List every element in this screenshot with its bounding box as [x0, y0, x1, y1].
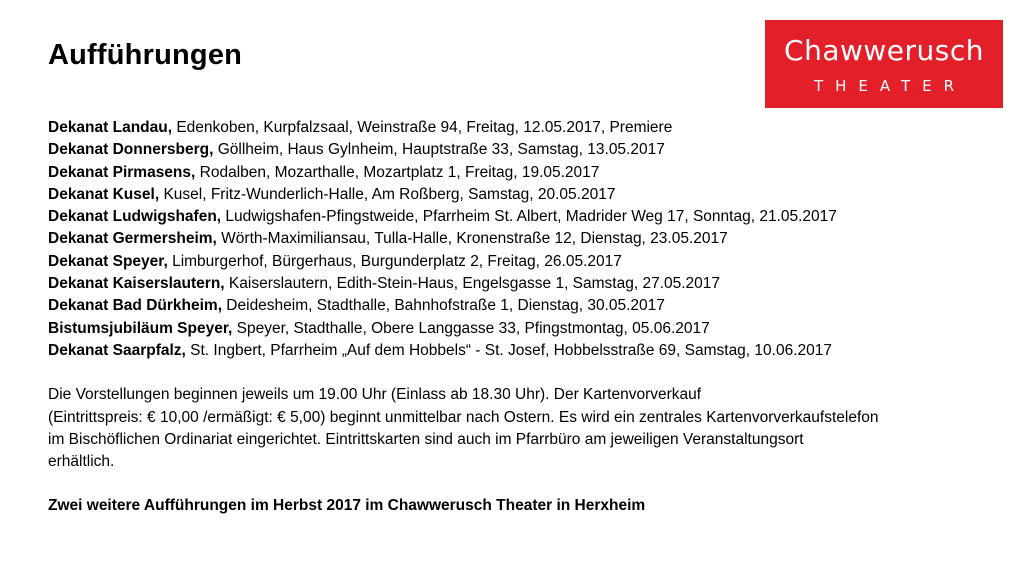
- event-item: [48, 295, 1008, 317]
- event-details: Limburgerhof, Bürgerhaus, Burgunderplatz 2, Freitag, 26.05.2017: [167, 252, 622, 270]
- event-details: Edenkoben, Kurpfalzsaal, Weinstraße 94, Freitag, 12.05.2017, Premiere: [172, 119, 673, 136]
- event-details: Kaiserslautern, Edith-Stein-Haus, Engelsgasse 1, Samstag, 27.05.2017: [224, 275, 721, 293]
- event-item: [48, 273, 1008, 295]
- event-dekanat: Dekanat Pirmasens,: [48, 163, 196, 181]
- info-line: im Bischöflichen Ordinariat eingerichtet. Eintrittskarten sind auch im Pfarrbüro am jeweiligen Veranstaltungsort: [48, 430, 804, 448]
- event-dekanat: Dekanat Germersheim,: [48, 230, 217, 248]
- event-dekanat: Dekanat Kaiserslautern,: [48, 275, 225, 293]
- logo-name: Chawwerusch: [784, 34, 984, 67]
- footer-note: Zwei weitere Aufführungen im Herbst 2017 im Chawwerusch Theater in Herxheim: [48, 497, 646, 515]
- event-details: Göllheim, Haus Gylnheim, Hauptstraße 33, Samstag, 13.05.2017: [213, 141, 665, 159]
- info-paragraph: [48, 384, 1008, 473]
- event-item: [48, 228, 1008, 250]
- event-list: [48, 117, 1008, 362]
- info-line: (Eintrittspreis: € 10,00 /ermäßigt: € 5,00) beginnt unmittelbar nach Ostern. Es wird ein zentrales Kartenvorverkaufstelefon: [48, 408, 879, 426]
- event-dekanat: Bistumsjubiläum Speyer,: [48, 319, 233, 337]
- event-item: [48, 340, 1008, 362]
- event-details: Ludwigshafen-Pfingstweide, Pfarrheim St. Albert, Madrider Weg 17, Sonntag, 21.05.2017: [221, 208, 837, 226]
- chawwerusch-logo: [765, 20, 1003, 108]
- event-details: Speyer, Stadthalle, Obere Langgasse 33, Pfingstmontag, 05.06.2017: [232, 319, 710, 337]
- info-line: Die Vorstellungen beginnen jeweils um 19.00 Uhr (Einlass ab 18.30 Uhr). Der Kartenvorverkauf: [48, 386, 702, 404]
- event-dekanat: Dekanat Speyer,: [48, 252, 168, 270]
- event-details: Deidesheim, Stadthalle, Bahnhofstraße 1, Dienstag, 30.05.2017: [222, 297, 665, 315]
- event-item: [48, 162, 1008, 184]
- page-title: Aufführungen: [48, 39, 243, 71]
- event-item: [48, 251, 1008, 273]
- event-details: Kusel, Fritz-Wunderlich-Halle, Am Roßberg, Samstag, 20.05.2017: [159, 185, 616, 203]
- info-line: erhältlich.: [48, 453, 115, 471]
- event-item: [48, 117, 1008, 139]
- event-dekanat: Dekanat Ludwigshafen,: [48, 208, 222, 226]
- event-dekanat: Dekanat Donnersberg,: [48, 141, 214, 159]
- event-details: Rodalben, Mozarthalle, Mozartplatz 1, Freitag, 19.05.2017: [195, 163, 600, 181]
- event-dekanat: Dekanat Saarpfalz,: [48, 341, 186, 359]
- event-item: [48, 139, 1008, 161]
- event-details: St. Ingbert, Pfarrheim „Auf dem Hobbels“ - St. Josef, Hobbelsstraße 69, Samstag, 10.06.2017: [185, 341, 832, 359]
- logo-subtitle: THEATER: [813, 77, 967, 95]
- event-dekanat: Dekanat Landau,: [48, 119, 173, 136]
- event-details: Wörth-Maximiliansau, Tulla-Halle, Kronenstraße 12, Dienstag, 23.05.2017: [216, 230, 728, 248]
- event-item: [48, 318, 1008, 340]
- event-item: [48, 206, 1008, 228]
- event-item: [48, 184, 1008, 206]
- event-dekanat: Dekanat Kusel,: [48, 185, 160, 203]
- slide-content: [48, 117, 1008, 518]
- event-dekanat: Dekanat Bad Dürkheim,: [48, 297, 222, 315]
